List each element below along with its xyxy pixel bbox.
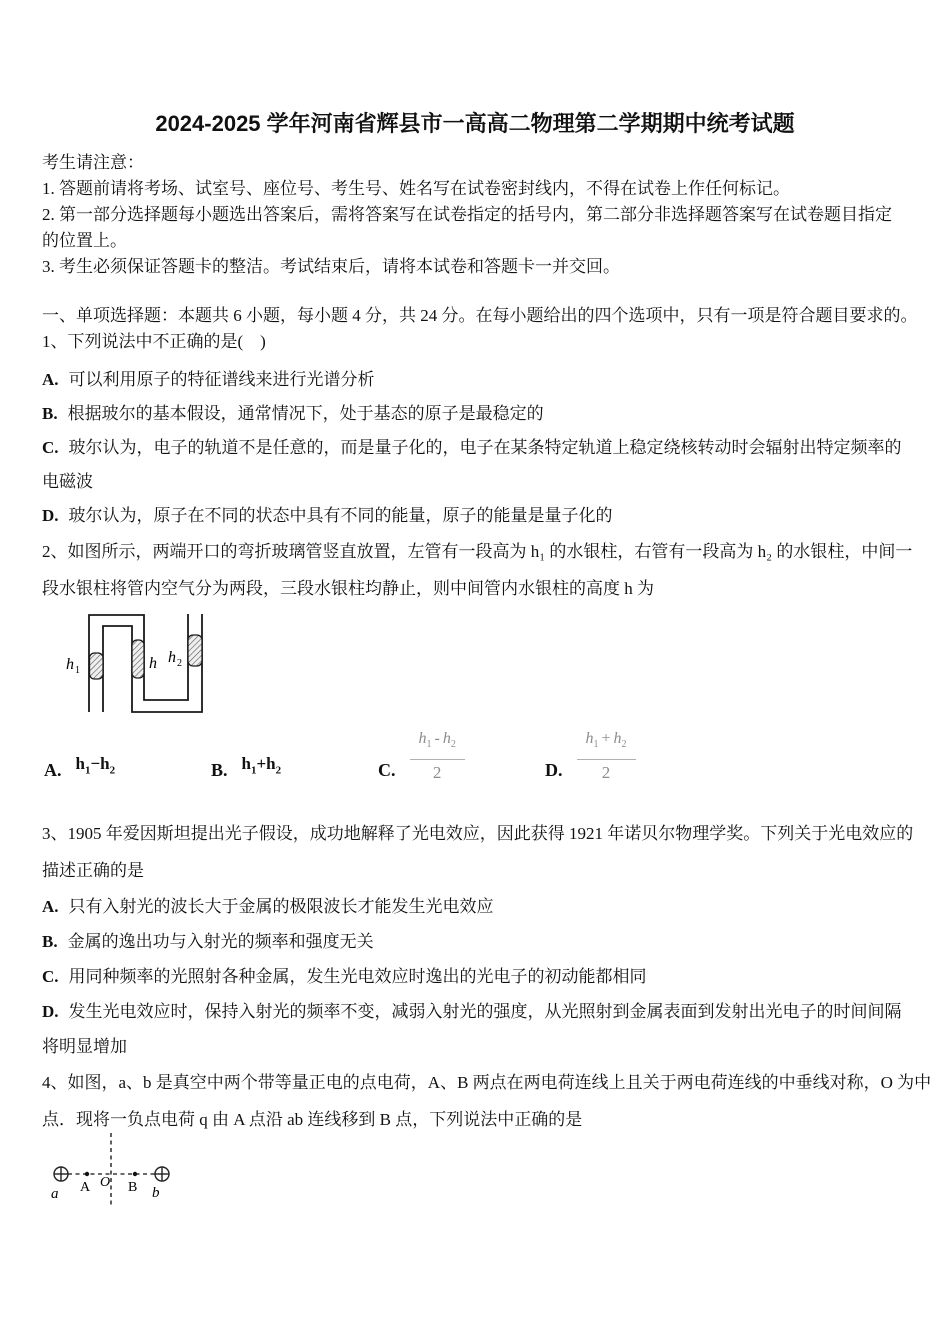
section-1-heading: 一、单项选择题：本题共 6 小题，每小题 4 分，共 24 分。在每小题给出的四个选项中，只有一项是符合题目要求的。 [42,306,918,325]
tube-label-h: h [149,655,157,672]
q4-charges-figure [42,1128,908,1222]
tube-figure-svg [62,602,212,724]
q2-option-d [545,728,636,784]
fraction-numerator [410,728,465,760]
fraction-denominator: 2 [432,763,442,782]
q3-option-b [42,924,908,959]
formula-var: h [585,729,594,747]
formula-operator: + [601,729,611,747]
midpoint-o-label: O [100,1175,111,1190]
notice-line-1: 1. 答题前请将考场、试室号、座位号、考生号、姓名写在试卷密封线内，不得在试卷上作任何标记。 [42,179,790,198]
formula-sub: 2 [109,764,116,776]
q4-stem-line-1: 4、如图，a、b 是真空中两个带等量正电的点电荷，A、B 两点在两电荷连线上且关于两电荷连线的中垂线对称，O 为中 [42,1073,932,1092]
formula-sub: 2 [621,739,627,750]
question-4 [42,1064,932,1222]
option-letter: B. [42,932,58,951]
formula-var: h [266,753,276,773]
q2-option-d-fraction [577,728,636,784]
formula-sub: 1 [250,764,257,776]
q2-option-c [378,728,545,784]
option-text: 金属的逸出功与入射光的频率和强度无关 [67,932,374,951]
q3-option-c [42,959,908,994]
charge-a-label: a [51,1186,59,1202]
q1-option-d [42,499,908,533]
q1-option-a [42,363,908,397]
q3-option-a [42,889,908,924]
option-letter: C. [42,438,59,457]
notice-line-2: 2. 第一部分选择题每小题选出答案后，需将答案写在试卷指定的括号内，第二部分非选择题答案写在试卷题目指定 [42,205,892,224]
option-text: 玻尔认为，电子的轨道不是任意的，而是量子化的，电子在某条特定轨道上稳定绕核转动时会辐射出特定频率的 [68,438,902,457]
question-1 [42,329,908,533]
charge-b-label: b [152,1185,160,1201]
q4-stem-line-2: 点．现将一负点电荷 q 由 A 点沿 ab 连线移到 B 点，下列说法中正确的是 [42,1110,583,1129]
q1-option-b [42,397,908,431]
q4-stem [42,1064,932,1138]
point-a-label: A [80,1180,91,1195]
tube-label-h1: h [66,656,74,673]
option-letter: D. [545,760,563,780]
dashed-lines [68,1133,155,1206]
q2-tube-figure [62,602,908,720]
formula-sub: 1 [593,739,599,750]
notice-heading: 考生请注意： [42,153,144,172]
notice-section [42,150,908,280]
formula-sub: 1 [426,739,432,750]
option-letter: C. [378,760,396,780]
q3-option-d [42,994,908,1029]
option-letter: A. [42,370,59,389]
q3-stem [42,815,914,889]
formula-operator: - [434,729,440,747]
option-letter: A. [42,897,59,916]
option-letter: A. [44,760,62,780]
tube-label-h1-sub: 1 [75,665,80,676]
point-b-dot [133,1172,137,1176]
q1-option-c [42,431,908,465]
formula-var: h [613,729,622,747]
option-text: 玻尔认为，原子在不同的状态中具有不同的能量，原子的能量是量子化的 [68,506,613,525]
option-letter: C. [42,967,59,986]
q2-stem [42,533,913,607]
question-2 [42,533,913,784]
question-3 [42,815,914,1064]
option-text: 根据玻尔的基本假设，通常情况下，处于基态的原子是最稳定的 [67,404,544,423]
notice-line-2-cont: 的位置上。 [42,231,127,250]
formula-var: h [75,753,85,773]
fraction-denominator: 2 [601,763,611,782]
q2-option-c-fraction [410,728,465,784]
formula-var: h [442,729,451,747]
q2-option-a [44,752,211,784]
option-text: 可以利用原子的特征谱线来进行光谱分析 [68,370,375,389]
option-letter: B. [211,760,228,780]
option-letter: D. [42,1002,59,1021]
q1-stem: 1、下列说法中不正确的是( ) [42,332,266,351]
option-letter: D. [42,506,59,525]
point-b-label: B [128,1180,138,1195]
formula-var: h [418,729,427,747]
q2-option-b-formula [242,752,282,782]
mercury-column-h [132,640,144,678]
q2-stem-line-1: 2、如图所示，两端开口的弯折玻璃管竖直放置，左管有一段高为 h₁ 的水银柱，右管有一段高为 h₂ 的水银柱，中间一 [42,542,913,561]
mercury-column-h2 [188,635,202,666]
q2-option-a-formula [76,752,116,782]
formula-sub: 2 [275,764,282,776]
mercury-column-h1 [90,653,104,679]
q2-options-row [42,726,908,784]
formula-var: h [100,753,110,773]
formula-operator: + [256,753,267,773]
option-letter: B. [42,404,58,423]
tube-label-h2-sub: 2 [177,658,182,669]
exam-title: 2024-2025 学年河南省辉县市一高高二物理第二学期期中统考试题 [155,111,795,136]
glass-tube-walls [89,614,202,712]
option-text: 只有入射光的波长大于金属的极限波长才能发生光电效应 [68,897,494,916]
q1-option-c-cont: 电磁波 [42,472,93,491]
point-a-dot [85,1172,89,1176]
q3-stem-line-2: 描述正确的是 [42,861,144,880]
notice-line-3: 3. 考生必须保证答题卡的整洁。考试结束后，请将本试卷和答题卡一并交回。 [42,257,620,276]
option-text: 用同种频率的光照射各种金属，发生光电效应时逸出的光电子的初动能都相同 [68,967,647,986]
option-text: 发生光电效应时，保持入射光的频率不变，减弱入射光的强度，从光照射到金属表面到发射出光电子的时间间隔 [68,1002,902,1021]
fraction-numerator [577,728,636,760]
formula-sub: 1 [84,764,91,776]
q2-option-b [211,752,378,784]
q3-stem-line-1: 3、1905 年爱因斯坦提出光子假设，成功地解释了光电效应，因此获得 1921 年诺贝尔物理学奖。下列关于光电效应的 [42,824,914,843]
formula-operator: − [90,753,101,773]
formula-var: h [241,753,251,773]
q3-options [42,889,908,1064]
q1-options [42,363,908,533]
charges-figure-svg [42,1128,242,1218]
q3-option-d-cont: 将明显增加 [42,1037,127,1056]
mercury-columns [90,635,203,679]
q2-stem-line-2: 段水银柱将管内空气分为两段，三段水银柱均静止，则中间管内水银柱的高度 h 为 [42,579,654,598]
formula-sub: 2 [450,739,456,750]
tube-label-h2: h [168,649,176,666]
